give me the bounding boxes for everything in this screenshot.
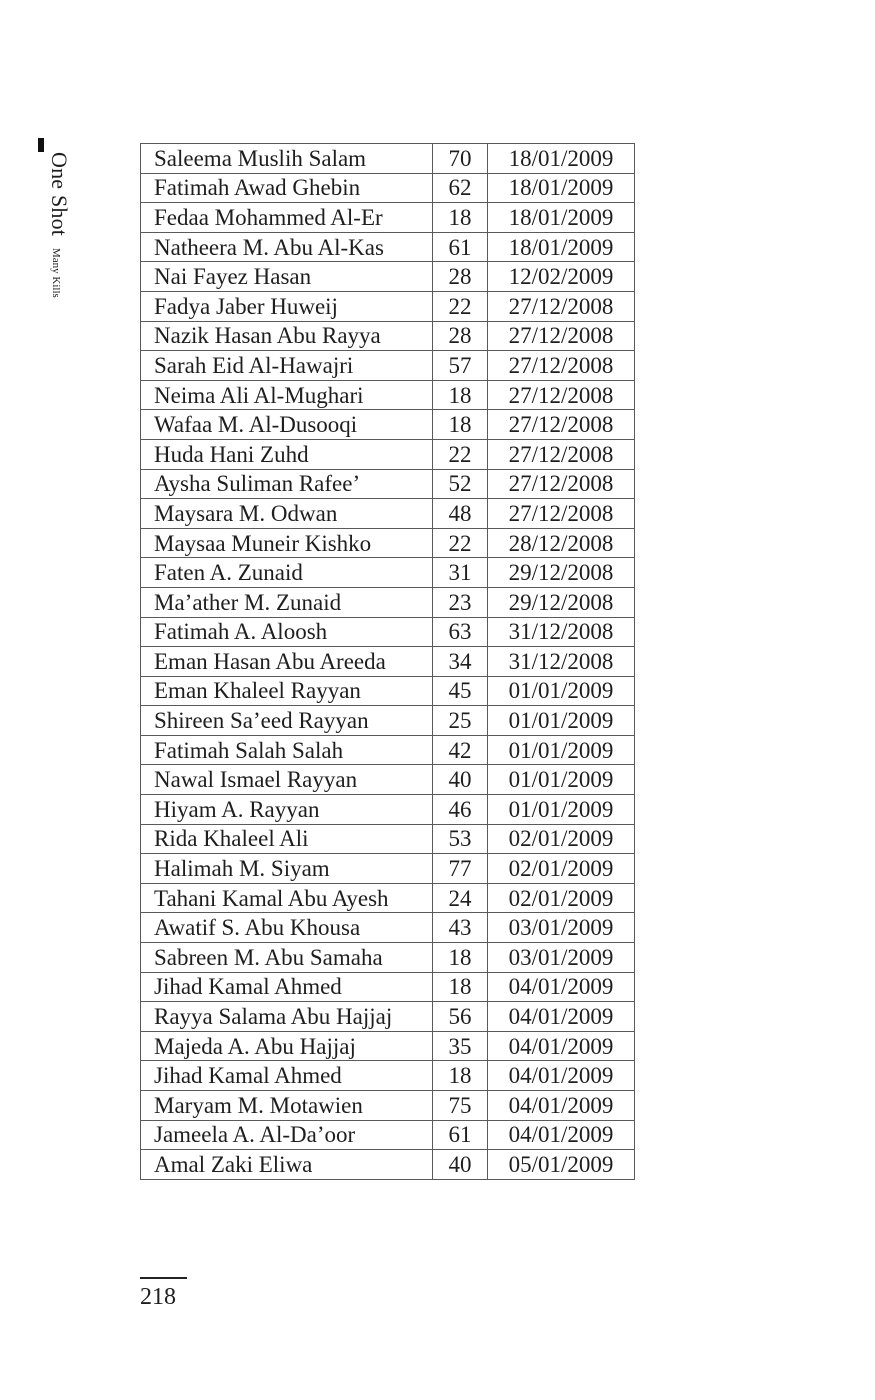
victim-age-cell: 18	[433, 380, 488, 410]
victim-name-cell: Amal Zaki Eliwa	[141, 1150, 433, 1180]
victim-date-cell: 27/12/2008	[488, 351, 635, 381]
victim-date-cell: 27/12/2008	[488, 291, 635, 321]
victim-name-cell: Wafaa M. Al-Dusooqi	[141, 410, 433, 440]
victim-age-cell: 18	[433, 410, 488, 440]
victim-date-cell: 04/01/2009	[488, 1061, 635, 1091]
page-number: 218	[140, 1284, 176, 1310]
victim-age-cell: 34	[433, 647, 488, 677]
victim-age-cell: 22	[433, 528, 488, 558]
victim-name-cell: Eman Hasan Abu Areeda	[141, 647, 433, 677]
table-row	[141, 410, 635, 440]
victim-date-cell: 12/02/2009	[488, 262, 635, 292]
victim-age-cell: 57	[433, 351, 488, 381]
victim-name-cell: Halimah M. Siyam	[141, 854, 433, 884]
victim-name-cell: Hiyam A. Rayyan	[141, 795, 433, 825]
victim-age-cell: 23	[433, 587, 488, 617]
table-row	[141, 795, 635, 825]
victim-name-cell: Huda Hani Zuhd	[141, 439, 433, 469]
table-row	[141, 647, 635, 677]
victim-date-cell: 04/01/2009	[488, 1091, 635, 1121]
victim-date-cell: 03/01/2009	[488, 943, 635, 973]
victim-name-cell: Sarah Eid Al-Hawajri	[141, 351, 433, 381]
victim-name-cell: Nazik Hasan Abu Rayya	[141, 321, 433, 351]
table-row	[141, 558, 635, 588]
victim-age-cell: 24	[433, 883, 488, 913]
victim-name-cell: Sabreen M. Abu Samaha	[141, 943, 433, 973]
victim-name-cell: Fatimah A. Aloosh	[141, 617, 433, 647]
victim-name-cell: Fatimah Awad Ghebin	[141, 173, 433, 203]
victim-date-cell: 04/01/2009	[488, 972, 635, 1002]
victim-name-cell: Rayya Salama Abu Hajjaj	[141, 1002, 433, 1032]
victim-name-cell: Tahani Kamal Abu Ayesh	[141, 883, 433, 913]
victim-age-cell: 31	[433, 558, 488, 588]
table-row	[141, 232, 635, 262]
victim-name-cell: Saleema Muslih Salam	[141, 144, 433, 174]
table-row	[141, 617, 635, 647]
table-row	[141, 913, 635, 943]
table-row	[141, 587, 635, 617]
table-row	[141, 943, 635, 973]
table-row	[141, 291, 635, 321]
victim-name-cell: Faten A. Zunaid	[141, 558, 433, 588]
victim-name-cell: Nai Fayez Hasan	[141, 262, 433, 292]
victim-name-cell: Neima Ali Al-Mughari	[141, 380, 433, 410]
victim-date-cell: 01/01/2009	[488, 735, 635, 765]
running-head-bar	[38, 138, 44, 152]
victim-date-cell: 18/01/2009	[488, 232, 635, 262]
victim-name-cell: Eman Khaleel Rayyan	[141, 676, 433, 706]
victim-date-cell: 29/12/2008	[488, 558, 635, 588]
victim-date-cell: 01/01/2009	[488, 706, 635, 736]
victim-date-cell: 18/01/2009	[488, 144, 635, 174]
victim-date-cell: 02/01/2009	[488, 854, 635, 884]
victim-date-cell: 04/01/2009	[488, 1002, 635, 1032]
table-row	[141, 528, 635, 558]
victim-date-cell: 31/12/2008	[488, 647, 635, 677]
book-title: One Shot	[47, 152, 72, 237]
victim-date-cell: 04/01/2009	[488, 1120, 635, 1150]
table-row	[141, 1061, 635, 1091]
victim-date-cell: 27/12/2008	[488, 410, 635, 440]
victim-age-cell: 28	[433, 321, 488, 351]
victim-age-cell: 75	[433, 1091, 488, 1121]
victim-date-cell: 27/12/2008	[488, 321, 635, 351]
victim-date-cell: 18/01/2009	[488, 173, 635, 203]
victim-age-cell: 18	[433, 943, 488, 973]
victim-date-cell: 02/01/2009	[488, 824, 635, 854]
victim-date-cell: 27/12/2008	[488, 380, 635, 410]
victim-date-cell: 29/12/2008	[488, 587, 635, 617]
victim-age-cell: 48	[433, 499, 488, 529]
victim-name-cell: Fatimah Salah Salah	[141, 735, 433, 765]
victim-name-cell: Jihad Kamal Ahmed	[141, 972, 433, 1002]
table-row	[141, 1150, 635, 1180]
victim-date-cell: 01/01/2009	[488, 676, 635, 706]
table-row	[141, 499, 635, 529]
victim-date-cell: 27/12/2008	[488, 439, 635, 469]
footer-rule	[140, 1277, 187, 1279]
victim-name-cell: Fedaa Mohammed Al-Er	[141, 203, 433, 233]
table-row	[141, 824, 635, 854]
victim-name-cell: Jihad Kamal Ahmed	[141, 1061, 433, 1091]
victim-name-cell: Shireen Sa’eed Rayyan	[141, 706, 433, 736]
victim-date-cell: 03/01/2009	[488, 913, 635, 943]
table-row	[141, 321, 635, 351]
victim-age-cell: 46	[433, 795, 488, 825]
table-row	[141, 706, 635, 736]
table-row	[141, 1031, 635, 1061]
victim-age-cell: 61	[433, 1120, 488, 1150]
table-row	[141, 735, 635, 765]
victim-date-cell: 01/01/2009	[488, 765, 635, 795]
victim-name-cell: Awatif S. Abu Khousa	[141, 913, 433, 943]
table-row	[141, 380, 635, 410]
table-row	[141, 469, 635, 499]
victim-age-cell: 70	[433, 144, 488, 174]
victim-name-cell: Aysha Suliman Rafee’	[141, 469, 433, 499]
victim-age-cell: 77	[433, 854, 488, 884]
victim-age-cell: 35	[433, 1031, 488, 1061]
victim-date-cell: 18/01/2009	[488, 203, 635, 233]
victim-date-cell: 31/12/2008	[488, 617, 635, 647]
table-row	[141, 262, 635, 292]
victim-name-cell: Majeda A. Abu Hajjaj	[141, 1031, 433, 1061]
table-row	[141, 1091, 635, 1121]
victim-name-cell: Nawal Ismael Rayyan	[141, 765, 433, 795]
victims-table-body	[141, 144, 635, 1180]
victim-age-cell: 61	[433, 232, 488, 262]
victim-age-cell: 28	[433, 262, 488, 292]
victim-age-cell: 40	[433, 765, 488, 795]
victim-date-cell: 04/01/2009	[488, 1031, 635, 1061]
table-row	[141, 854, 635, 884]
victim-date-cell: 05/01/2009	[488, 1150, 635, 1180]
table-row	[141, 676, 635, 706]
victim-date-cell: 02/01/2009	[488, 883, 635, 913]
book-subtitle: Many Kills	[50, 248, 62, 298]
victim-name-cell: Fadya Jaber Huweij	[141, 291, 433, 321]
victim-name-cell: Natheera M. Abu Al-Kas	[141, 232, 433, 262]
table-row	[141, 883, 635, 913]
table-row	[141, 972, 635, 1002]
victim-age-cell: 18	[433, 972, 488, 1002]
table-row	[141, 1002, 635, 1032]
victim-name-cell: Maysaa Muneir Kishko	[141, 528, 433, 558]
victim-name-cell: Maysara M. Odwan	[141, 499, 433, 529]
table-row	[141, 203, 635, 233]
victim-age-cell: 42	[433, 735, 488, 765]
victim-name-cell: Rida Khaleel Ali	[141, 824, 433, 854]
running-head	[48, 152, 70, 298]
table-row	[141, 439, 635, 469]
victim-date-cell: 28/12/2008	[488, 528, 635, 558]
victim-age-cell: 25	[433, 706, 488, 736]
victim-date-cell: 27/12/2008	[488, 499, 635, 529]
victim-age-cell: 53	[433, 824, 488, 854]
victim-age-cell: 22	[433, 439, 488, 469]
table-row	[141, 765, 635, 795]
table-row	[141, 144, 635, 174]
victim-name-cell: Ma’ather M. Zunaid	[141, 587, 433, 617]
victim-age-cell: 40	[433, 1150, 488, 1180]
table-row	[141, 351, 635, 381]
table-row	[141, 1120, 635, 1150]
victim-age-cell: 52	[433, 469, 488, 499]
victim-age-cell: 18	[433, 203, 488, 233]
victim-age-cell: 45	[433, 676, 488, 706]
victim-name-cell: Maryam M. Motawien	[141, 1091, 433, 1121]
table-row	[141, 173, 635, 203]
victims-table	[140, 143, 635, 1180]
victim-age-cell: 62	[433, 173, 488, 203]
victim-age-cell: 63	[433, 617, 488, 647]
victim-age-cell: 56	[433, 1002, 488, 1032]
victim-name-cell: Jameela A. Al-Da’oor	[141, 1120, 433, 1150]
victim-date-cell: 01/01/2009	[488, 795, 635, 825]
victim-age-cell: 22	[433, 291, 488, 321]
victim-age-cell: 43	[433, 913, 488, 943]
victim-date-cell: 27/12/2008	[488, 469, 635, 499]
victim-age-cell: 18	[433, 1061, 488, 1091]
